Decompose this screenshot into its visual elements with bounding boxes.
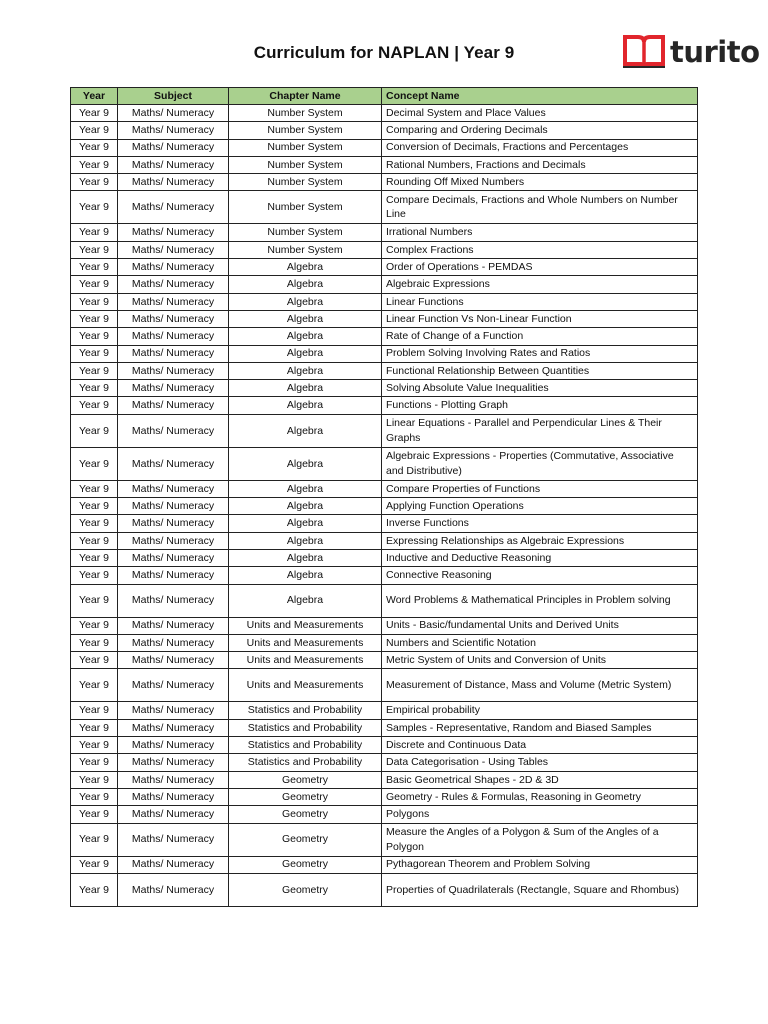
year-cell: Year 9 (71, 139, 118, 156)
subject-cell: Maths/ Numeracy (118, 105, 229, 122)
year-cell: Year 9 (71, 362, 118, 379)
concept-name-cell: Applying Function Operations (382, 498, 698, 515)
year-cell: Year 9 (71, 293, 118, 310)
concept-name-cell: Linear Equations - Parallel and Perpendicular Lines & Their Graphs (382, 414, 698, 447)
subject-cell: Maths/ Numeracy (118, 823, 229, 856)
year-cell: Year 9 (71, 771, 118, 788)
logo-wordmark: turito (670, 34, 760, 69)
concept-name-cell: Measurement of Distance, Mass and Volume (Metric System) (382, 669, 698, 702)
concept-name-cell: Rational Numbers, Fractions and Decimals (382, 156, 698, 173)
table-row (71, 191, 698, 224)
concept-name-cell: Solving Absolute Value Inequalities (382, 380, 698, 397)
concept-name-cell: Inductive and Deductive Reasoning (382, 549, 698, 566)
table-row (71, 276, 698, 293)
chapter-name-cell: Algebra (229, 447, 382, 480)
concept-name-cell: Pythagorean Theorem and Problem Solving (382, 856, 698, 873)
year-cell: Year 9 (71, 380, 118, 397)
year-cell: Year 9 (71, 823, 118, 856)
concept-name-cell: Word Problems & Mathematical Principles in Problem solving (382, 584, 698, 617)
year-cell: Year 9 (71, 414, 118, 447)
chapter-name-cell: Algebra (229, 498, 382, 515)
year-cell: Year 9 (71, 652, 118, 669)
chapter-name-cell: Geometry (229, 788, 382, 805)
subject-cell: Maths/ Numeracy (118, 362, 229, 379)
chapter-name-cell: Statistics and Probability (229, 702, 382, 719)
table-row (71, 174, 698, 191)
table-row (71, 414, 698, 447)
column-header-chapter-name: Chapter Name (229, 88, 382, 105)
subject-cell: Maths/ Numeracy (118, 156, 229, 173)
chapter-name-cell: Algebra (229, 567, 382, 584)
chapter-name-cell: Geometry (229, 771, 382, 788)
column-header-subject: Subject (118, 88, 229, 105)
year-cell: Year 9 (71, 122, 118, 139)
table-row (71, 122, 698, 139)
subject-cell: Maths/ Numeracy (118, 259, 229, 276)
table-row (71, 771, 698, 788)
page-title: Curriculum for NAPLAN | Year 9 (253, 43, 515, 62)
column-header-concept-name: Concept Name (382, 88, 698, 105)
subject-cell: Maths/ Numeracy (118, 515, 229, 532)
concept-name-cell: Linear Functions (382, 293, 698, 310)
chapter-name-cell: Number System (229, 174, 382, 191)
chapter-name-cell: Algebra (229, 397, 382, 414)
year-cell: Year 9 (71, 873, 118, 906)
year-cell: Year 9 (71, 310, 118, 327)
table-row (71, 156, 698, 173)
table-row (71, 397, 698, 414)
year-cell: Year 9 (71, 174, 118, 191)
subject-cell: Maths/ Numeracy (118, 122, 229, 139)
concept-name-cell: Connective Reasoning (382, 567, 698, 584)
table-row (71, 652, 698, 669)
chapter-name-cell: Number System (229, 139, 382, 156)
concept-name-cell: Polygons (382, 806, 698, 823)
year-cell: Year 9 (71, 397, 118, 414)
table-row (71, 498, 698, 515)
chapter-name-cell: Algebra (229, 345, 382, 362)
concept-name-cell: Functional Relationship Between Quantities (382, 362, 698, 379)
year-cell: Year 9 (71, 447, 118, 480)
concept-name-cell: Data Categorisation - Using Tables (382, 754, 698, 771)
concept-name-cell: Properties of Quadrilaterals (Rectangle, Square and Rhombus) (382, 873, 698, 906)
table-row (71, 823, 698, 856)
subject-cell: Maths/ Numeracy (118, 380, 229, 397)
chapter-name-cell: Algebra (229, 310, 382, 327)
table-row (71, 480, 698, 497)
table-row (71, 447, 698, 480)
year-cell: Year 9 (71, 737, 118, 754)
concept-name-cell: Rate of Change of a Function (382, 328, 698, 345)
chapter-name-cell: Number System (229, 105, 382, 122)
open-book-icon (622, 33, 666, 71)
subject-cell: Maths/ Numeracy (118, 737, 229, 754)
table-row (71, 702, 698, 719)
year-cell: Year 9 (71, 224, 118, 241)
concept-name-cell: Metric System of Units and Conversion of Units (382, 652, 698, 669)
chapter-name-cell: Number System (229, 122, 382, 139)
concept-name-cell: Complex Fractions (382, 241, 698, 258)
subject-cell: Maths/ Numeracy (118, 345, 229, 362)
chapter-name-cell: Algebra (229, 480, 382, 497)
subject-cell: Maths/ Numeracy (118, 856, 229, 873)
chapter-name-cell: Number System (229, 156, 382, 173)
table-row (71, 584, 698, 617)
concept-name-cell: Functions - Plotting Graph (382, 397, 698, 414)
subject-cell: Maths/ Numeracy (118, 139, 229, 156)
subject-cell: Maths/ Numeracy (118, 549, 229, 566)
chapter-name-cell: Algebra (229, 362, 382, 379)
subject-cell: Maths/ Numeracy (118, 480, 229, 497)
concept-name-cell: Discrete and Continuous Data (382, 737, 698, 754)
concept-name-cell: Problem Solving Involving Rates and Ratios (382, 345, 698, 362)
chapter-name-cell: Geometry (229, 856, 382, 873)
table-row (71, 328, 698, 345)
concept-name-cell: Compare Properties of Functions (382, 480, 698, 497)
table-row (71, 139, 698, 156)
chapter-name-cell: Algebra (229, 584, 382, 617)
year-cell: Year 9 (71, 498, 118, 515)
concept-name-cell: Algebraic Expressions (382, 276, 698, 293)
chapter-name-cell: Statistics and Probability (229, 754, 382, 771)
concept-name-cell: Order of Operations - PEMDAS (382, 259, 698, 276)
concept-name-cell: Units - Basic/fundamental Units and Derived Units (382, 617, 698, 634)
table-row (71, 617, 698, 634)
table-body (71, 105, 698, 907)
year-cell: Year 9 (71, 515, 118, 532)
concept-name-cell: Irrational Numbers (382, 224, 698, 241)
year-cell: Year 9 (71, 345, 118, 362)
year-cell: Year 9 (71, 806, 118, 823)
chapter-name-cell: Algebra (229, 549, 382, 566)
table-row (71, 719, 698, 736)
year-cell: Year 9 (71, 191, 118, 224)
table-row (71, 380, 698, 397)
subject-cell: Maths/ Numeracy (118, 293, 229, 310)
table-row (71, 788, 698, 805)
concept-name-cell: Conversion of Decimals, Fractions and Percentages (382, 139, 698, 156)
year-cell: Year 9 (71, 259, 118, 276)
chapter-name-cell: Units and Measurements (229, 669, 382, 702)
concept-name-cell: Decimal System and Place Values (382, 105, 698, 122)
concept-name-cell: Geometry - Rules & Formulas, Reasoning in Geometry (382, 788, 698, 805)
year-cell: Year 9 (71, 532, 118, 549)
subject-cell: Maths/ Numeracy (118, 224, 229, 241)
table-row (71, 669, 698, 702)
table-row (71, 549, 698, 566)
chapter-name-cell: Statistics and Probability (229, 719, 382, 736)
chapter-name-cell: Algebra (229, 276, 382, 293)
subject-cell: Maths/ Numeracy (118, 806, 229, 823)
concept-name-cell: Numbers and Scientific Notation (382, 634, 698, 651)
subject-cell: Maths/ Numeracy (118, 397, 229, 414)
curriculum-table (70, 87, 698, 907)
subject-cell: Maths/ Numeracy (118, 634, 229, 651)
table-row (71, 293, 698, 310)
concept-name-cell: Inverse Functions (382, 515, 698, 532)
table-row (71, 241, 698, 258)
year-cell: Year 9 (71, 754, 118, 771)
year-cell: Year 9 (71, 669, 118, 702)
concept-name-cell: Measure the Angles of a Polygon & Sum of the Angles of a Polygon (382, 823, 698, 856)
year-cell: Year 9 (71, 702, 118, 719)
subject-cell: Maths/ Numeracy (118, 788, 229, 805)
subject-cell: Maths/ Numeracy (118, 310, 229, 327)
chapter-name-cell: Algebra (229, 515, 382, 532)
table-row (71, 634, 698, 651)
year-cell: Year 9 (71, 328, 118, 345)
subject-cell: Maths/ Numeracy (118, 567, 229, 584)
concept-name-cell: Linear Function Vs Non-Linear Function (382, 310, 698, 327)
table-row (71, 310, 698, 327)
table-row (71, 806, 698, 823)
year-cell: Year 9 (71, 276, 118, 293)
year-cell: Year 9 (71, 856, 118, 873)
subject-cell: Maths/ Numeracy (118, 669, 229, 702)
chapter-name-cell: Number System (229, 241, 382, 258)
subject-cell: Maths/ Numeracy (118, 498, 229, 515)
table-row (71, 259, 698, 276)
chapter-name-cell: Geometry (229, 823, 382, 856)
table-row (71, 224, 698, 241)
chapter-name-cell: Algebra (229, 328, 382, 345)
concept-name-cell: Samples - Representative, Random and Biased Samples (382, 719, 698, 736)
chapter-name-cell: Geometry (229, 873, 382, 906)
subject-cell: Maths/ Numeracy (118, 447, 229, 480)
subject-cell: Maths/ Numeracy (118, 241, 229, 258)
concept-name-cell: Empirical probability (382, 702, 698, 719)
concept-name-cell: Compare Decimals, Fractions and Whole Numbers on Number Line (382, 191, 698, 224)
table-row (71, 754, 698, 771)
year-cell: Year 9 (71, 156, 118, 173)
table-row (71, 567, 698, 584)
subject-cell: Maths/ Numeracy (118, 328, 229, 345)
subject-cell: Maths/ Numeracy (118, 652, 229, 669)
subject-cell: Maths/ Numeracy (118, 617, 229, 634)
table-row (71, 873, 698, 906)
table-header-row (71, 88, 698, 105)
column-header-year: Year (71, 88, 118, 105)
subject-cell: Maths/ Numeracy (118, 532, 229, 549)
chapter-name-cell: Statistics and Probability (229, 737, 382, 754)
concept-name-cell: Expressing Relationships as Algebraic Expressions (382, 532, 698, 549)
year-cell: Year 9 (71, 719, 118, 736)
table-row (71, 362, 698, 379)
year-cell: Year 9 (71, 549, 118, 566)
chapter-name-cell: Algebra (229, 380, 382, 397)
year-cell: Year 9 (71, 105, 118, 122)
table-row (71, 737, 698, 754)
table-row (71, 532, 698, 549)
concept-name-cell: Rounding Off Mixed Numbers (382, 174, 698, 191)
turito-logo (622, 33, 760, 71)
concept-name-cell: Algebraic Expressions - Properties (Commutative, Associative and Distributive) (382, 447, 698, 480)
chapter-name-cell: Algebra (229, 532, 382, 549)
year-cell: Year 9 (71, 788, 118, 805)
table-row (71, 105, 698, 122)
chapter-name-cell: Units and Measurements (229, 617, 382, 634)
subject-cell: Maths/ Numeracy (118, 191, 229, 224)
subject-cell: Maths/ Numeracy (118, 771, 229, 788)
year-cell: Year 9 (71, 634, 118, 651)
year-cell: Year 9 (71, 617, 118, 634)
chapter-name-cell: Units and Measurements (229, 652, 382, 669)
chapter-name-cell: Units and Measurements (229, 634, 382, 651)
chapter-name-cell: Number System (229, 224, 382, 241)
chapter-name-cell: Number System (229, 191, 382, 224)
table-row (71, 345, 698, 362)
year-cell: Year 9 (71, 480, 118, 497)
subject-cell: Maths/ Numeracy (118, 276, 229, 293)
year-cell: Year 9 (71, 567, 118, 584)
table-row (71, 515, 698, 532)
chapter-name-cell: Algebra (229, 414, 382, 447)
subject-cell: Maths/ Numeracy (118, 414, 229, 447)
year-cell: Year 9 (71, 584, 118, 617)
concept-name-cell: Comparing and Ordering Decimals (382, 122, 698, 139)
subject-cell: Maths/ Numeracy (118, 754, 229, 771)
chapter-name-cell: Geometry (229, 806, 382, 823)
table-row (71, 856, 698, 873)
subject-cell: Maths/ Numeracy (118, 719, 229, 736)
subject-cell: Maths/ Numeracy (118, 873, 229, 906)
year-cell: Year 9 (71, 241, 118, 258)
chapter-name-cell: Algebra (229, 259, 382, 276)
chapter-name-cell: Algebra (229, 293, 382, 310)
subject-cell: Maths/ Numeracy (118, 584, 229, 617)
subject-cell: Maths/ Numeracy (118, 702, 229, 719)
concept-name-cell: Basic Geometrical Shapes - 2D & 3D (382, 771, 698, 788)
subject-cell: Maths/ Numeracy (118, 174, 229, 191)
